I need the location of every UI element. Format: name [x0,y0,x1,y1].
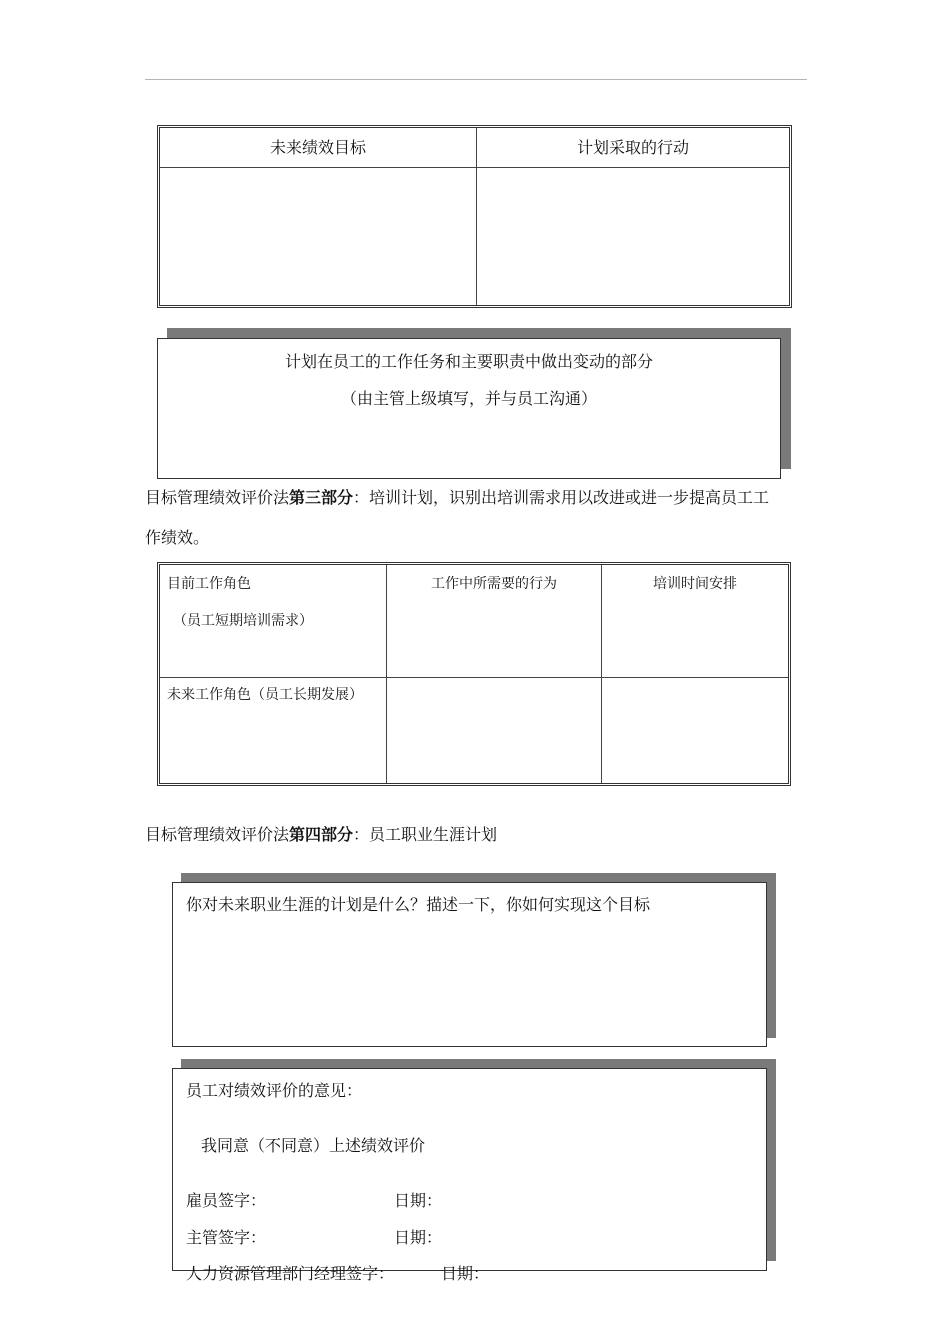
duty-change-subtitle: （由主管上级填写，并与员工沟通） [340,389,597,408]
hr-manager-date-label: 日期： [441,1264,490,1283]
planned-actions-input-cell[interactable] [477,168,789,305]
future-schedule-cell[interactable] [602,678,788,783]
future-behavior-cell[interactable] [387,678,601,783]
part3-heading: 目标管理绩效评价法第三部分：培训计划，识别出培训需求用以改进或进一步提高员工工 [145,488,770,507]
required-behavior-header: 工作中所需要的行为 [431,576,557,592]
future-goals-input-cell[interactable] [160,168,476,305]
career-question: 你对未来职业生涯的计划是什么？描述一下，你如何实现这个目标 [186,895,651,914]
supervisor-date-label: 日期： [394,1228,443,1247]
supervisor-signature-label: 主管签字： [186,1228,267,1247]
part4-heading: 目标管理绩效评价法第四部分：员工职业生涯计划 [145,825,498,844]
duty-change-title: 计划在员工的工作任务和主要职责中做出变动的部分 [284,352,653,371]
future-goals-table [157,125,792,308]
part3-label: 第三部分 [289,488,354,507]
agree-statement: 我同意（不同意）上述绩效评价 [201,1136,426,1155]
duty-change-box[interactable] [157,338,781,479]
header-future-goals: 未来绩效目标 [269,138,366,157]
opinion-title: 员工对绩效评价的意见： [186,1081,363,1100]
employee-date-label: 日期： [394,1191,443,1210]
training-plan-table [157,562,791,786]
part3-heading-cont: 作绩效。 [145,528,210,547]
employee-opinion-box[interactable] [172,1068,767,1283]
part4-label: 第四部分 [289,825,354,844]
current-role-label: 目前工作角色 [167,576,251,592]
hr-manager-signature-label: 人力资源管理部门经理签字： [186,1264,395,1283]
employee-signature-label: 雇员签字： [186,1191,267,1210]
header-rule [145,79,807,80]
career-plan-box[interactable] [172,882,767,1047]
header-planned-actions: 计划采取的行动 [576,138,689,157]
training-schedule-header: 培训时间安排 [653,576,737,592]
future-role-label: 未来工作角色（员工长期发展） [167,687,363,703]
current-role-sub: （员工短期培训需求） [173,613,313,629]
